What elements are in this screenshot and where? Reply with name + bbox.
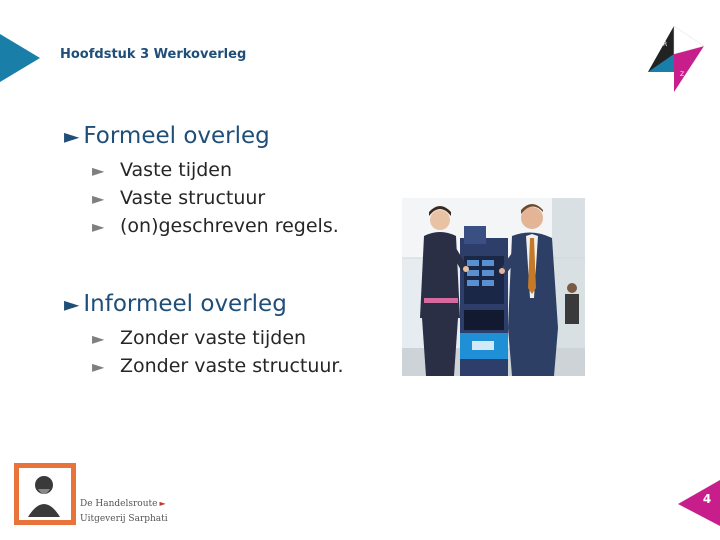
triangle-right-icon: ►	[92, 161, 105, 180]
triangle-right-icon: ►	[92, 329, 105, 348]
triangle-right-icon: ►	[92, 189, 105, 208]
list-item	[92, 324, 344, 352]
publisher-line1: De Handelsroute	[80, 499, 158, 509]
corner-triangle-decoration	[0, 34, 40, 82]
formeel-bullet-list	[92, 156, 339, 240]
triangle-right-icon: ►	[64, 292, 80, 316]
section-heading-label: Informeel overleg	[83, 291, 287, 317]
publisher-line2: Uitgeverij Sarphati	[80, 514, 168, 524]
list-item	[92, 184, 339, 212]
informeel-bullet-list	[92, 324, 344, 380]
list-item-label: Zonder vaste structuur.	[120, 355, 344, 377]
page-number: 4	[702, 492, 712, 506]
section-heading-label: Formeel overleg	[83, 123, 270, 149]
r3z-logo-icon	[646, 24, 706, 94]
list-item-label: Vaste tijden	[120, 159, 233, 181]
r3z-letter-z: Z	[680, 71, 685, 78]
section-heading-formeel	[64, 122, 270, 150]
list-item-label: Zonder vaste tijden	[120, 327, 307, 349]
list-item-label: Vaste structuur	[120, 187, 266, 209]
list-item	[92, 156, 339, 184]
list-item-label: (on)geschreven regels.	[120, 215, 339, 237]
r3z-letter-r: R	[663, 41, 668, 48]
list-item	[92, 212, 339, 240]
publisher-logo	[14, 463, 76, 525]
section-heading-informeel	[64, 290, 287, 318]
triangle-right-icon: ►	[159, 499, 166, 508]
vending-machine-photo	[402, 198, 585, 376]
publisher-name	[80, 496, 168, 527]
triangle-right-icon: ►	[92, 357, 105, 376]
triangle-right-icon: ►	[92, 217, 105, 236]
r3z-letter-3: 3	[689, 57, 693, 64]
chapter-title: Hoofdstuk 3 Werkoverleg	[60, 47, 247, 62]
list-item	[92, 352, 344, 380]
triangle-right-icon: ►	[64, 124, 80, 148]
